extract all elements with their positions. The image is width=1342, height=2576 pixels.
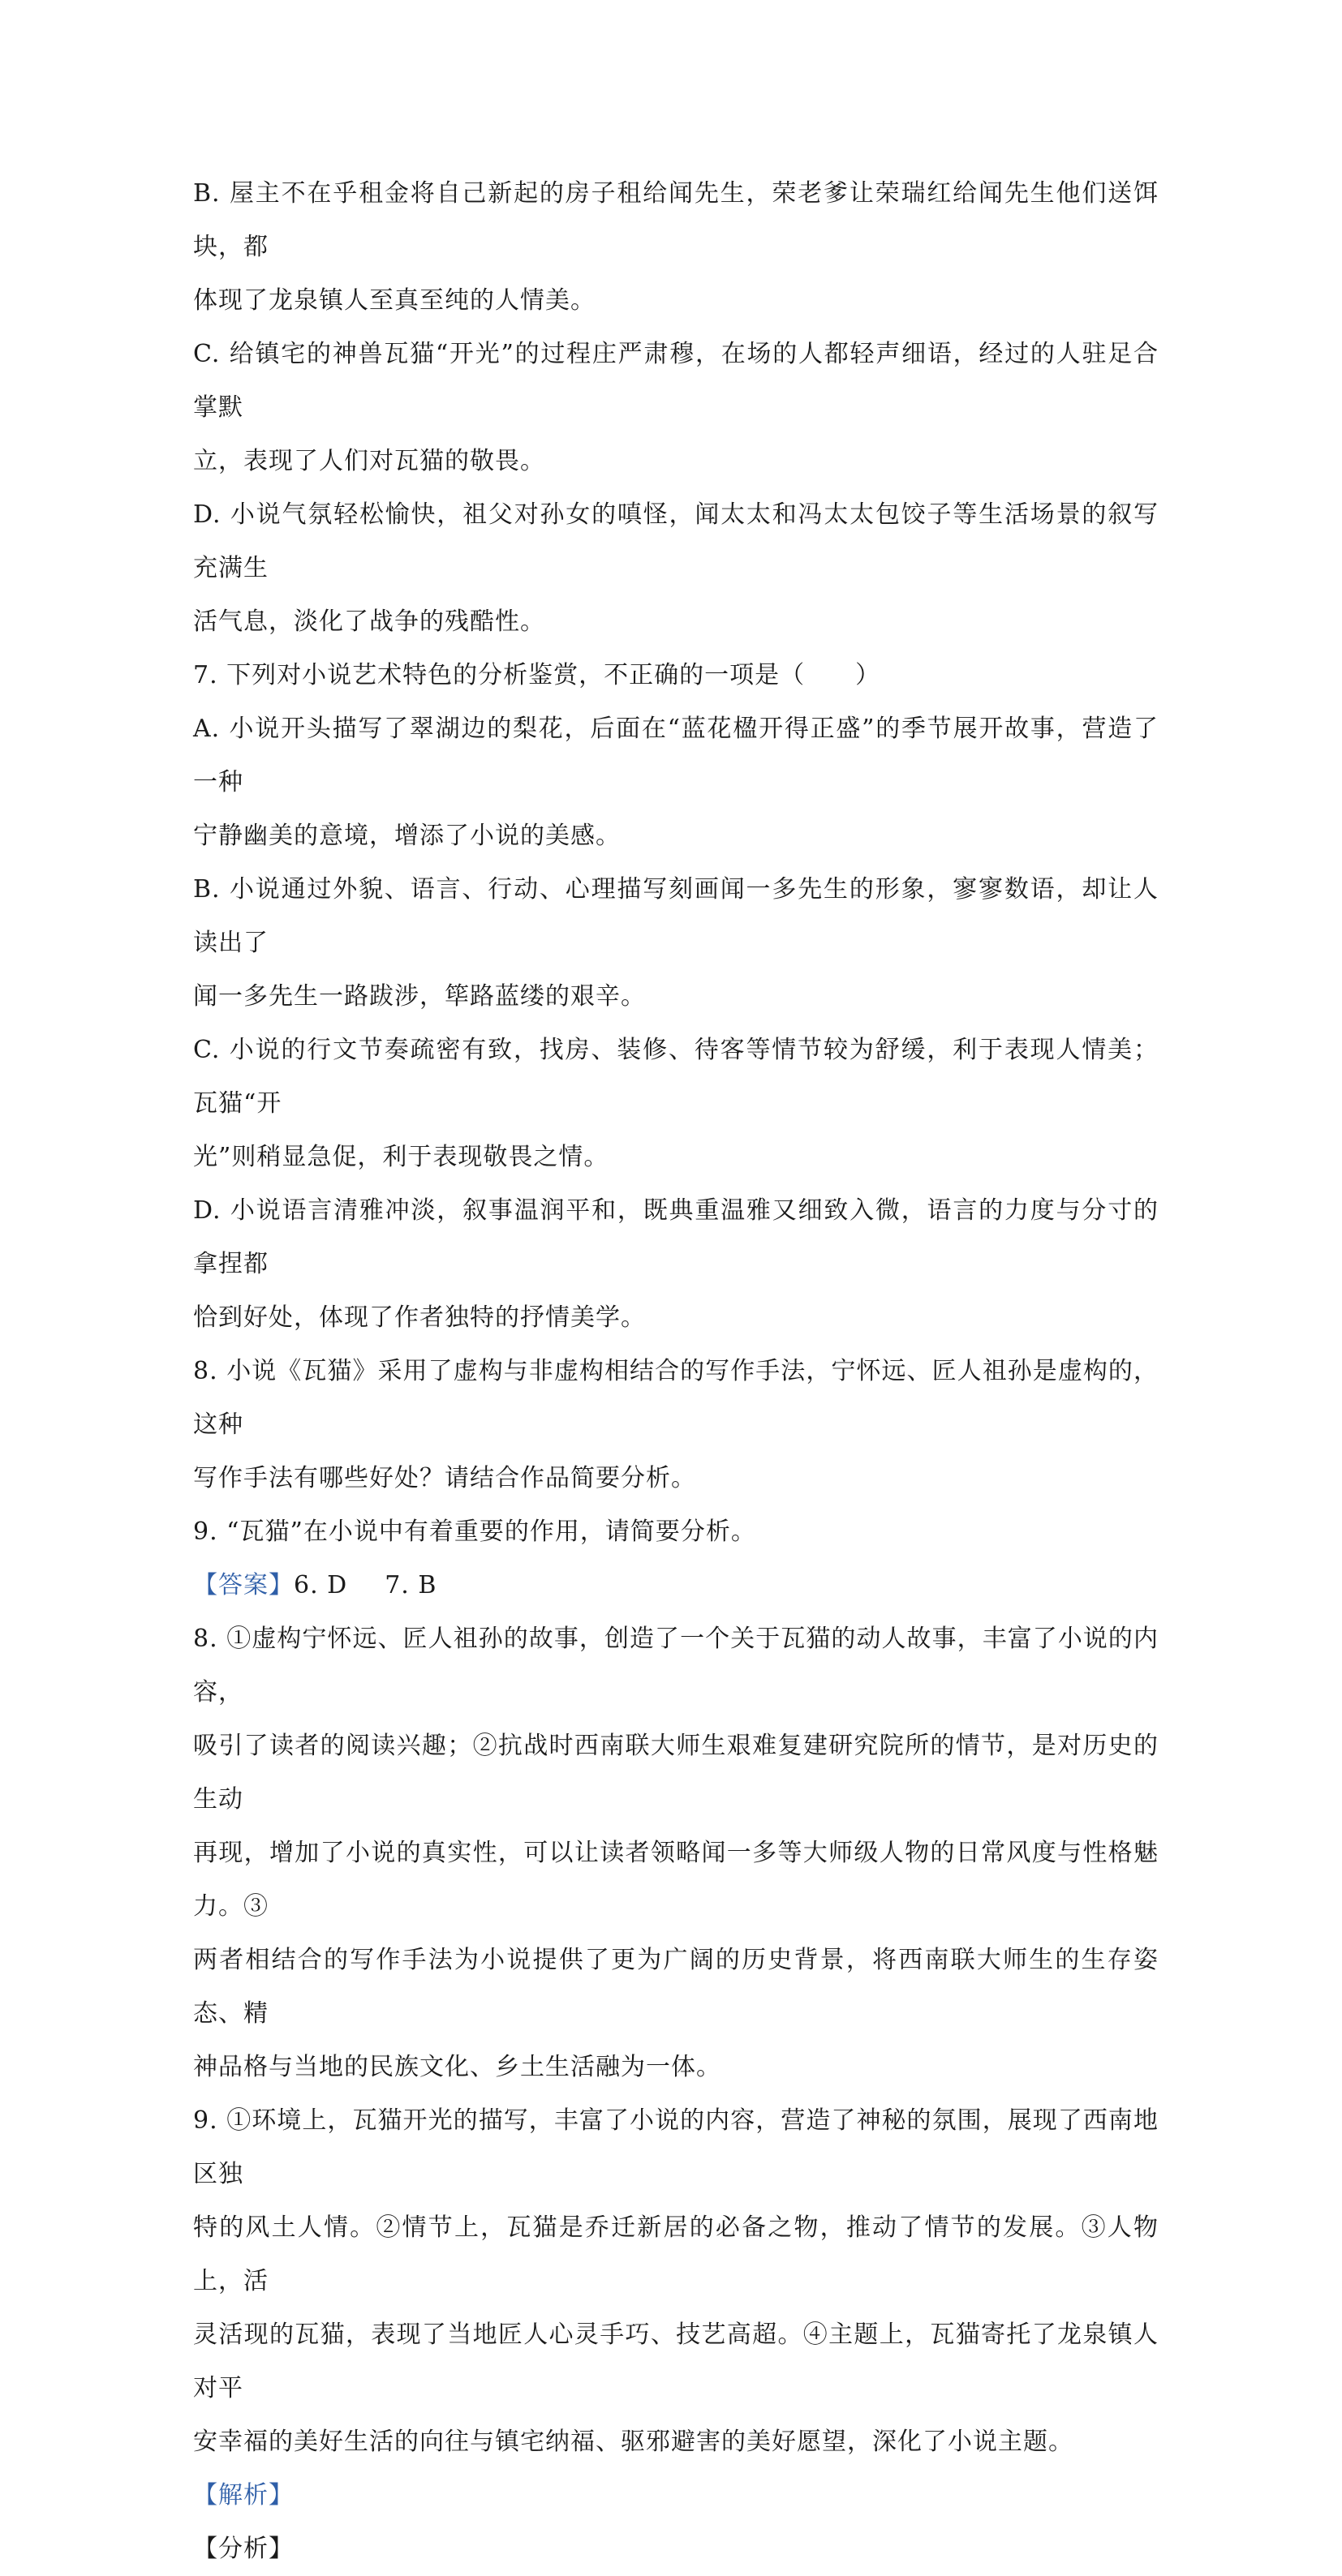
q7-option-a-line1: A. 小说开头描写了翠湖边的梨花，后面在“蓝花楹开得正盛”的季节展开故事，营造了一种 bbox=[193, 715, 1159, 796]
q7-option-a-line2: 宁静幽美的意境，增添了小说的美感。 bbox=[193, 822, 621, 850]
fenxi-tag: 【分析】 bbox=[193, 2535, 294, 2563]
answer9-line1: 9. ①环境上，瓦猫开光的描写，丰富了小说的内容，营造了神秘的氛围，展现了西南地区独 bbox=[193, 2106, 1159, 2188]
answer-6: 6. D bbox=[294, 1571, 348, 1599]
answer8-line5: 神品格与当地的民族文化、乡土生活融为一体。 bbox=[193, 2053, 721, 2081]
answer8-line4: 两者相结合的写作手法为小说提供了更为广阔的历史背景，将西南联大师生的生存姿态、精 bbox=[193, 1946, 1159, 2028]
answer9-line3: 灵活现的瓦猫，表现了当地匠人心灵手巧、技艺高超。④主题上，瓦猫寄托了龙泉镇人对平 bbox=[193, 2321, 1159, 2402]
q7-option-c-line2: 光”则稍显急促，利于表现敬畏之情。 bbox=[193, 1143, 609, 1171]
answer8-line2: 吸引了读者的阅读兴趣；②抗战时西南联大师生艰难复建研究院所的情节，是对历史的生动 bbox=[193, 1732, 1159, 1814]
q9-line1: 9. “瓦猫”在小说中有着重要的作用，请简要分析。 bbox=[193, 1518, 756, 1546]
jiexi-tag: 【解析】 bbox=[193, 2481, 294, 2509]
q7-option-b-line1: B. 小说通过外貌、语言、行动、心理描写刻画闻一多先生的形象，寥寥数语，却让人读出了 bbox=[193, 875, 1159, 957]
q6-option-c-line2: 立，表现了人们对瓦猫的敬畏。 bbox=[193, 447, 545, 475]
answer-tag: 【答案】 bbox=[193, 1571, 294, 1599]
document-page bbox=[193, 167, 1159, 2576]
q6-option-b-line2: 体现了龙泉镇人至真至纯的人情美。 bbox=[193, 286, 596, 315]
q7-option-b-line2: 闻一多先生一路跋涉，筚路蓝缕的艰辛。 bbox=[193, 982, 646, 1011]
answer8-line3: 再现，增加了小说的真实性，可以让读者领略闻一多等大师级人物的日常风度与性格魅力。③ bbox=[193, 1839, 1159, 1921]
answer8-line1: 8. ①虚构宁怀远、匠人祖孙的故事，创造了一个关于瓦猫的动人故事，丰富了小说的内容， bbox=[193, 1625, 1159, 1707]
q8-line2: 写作手法有哪些好处？请结合作品简要分析。 bbox=[193, 1464, 696, 1492]
q6-option-d-line1: D. 小说气氛轻松愉快，祖父对孙女的嗔怪，闻太太和冯太太包饺子等生活场景的叙写充满生 bbox=[193, 500, 1159, 582]
q8-line1: 8. 小说《瓦猫》采用了虚构与非虚构相结合的写作手法，宁怀远、匠人祖孙是虚构的，这种 bbox=[193, 1357, 1159, 1439]
answer9-line2: 特的风土人情。②情节上，瓦猫是乔迁新居的必备之物，推动了情节的发展。③人物上，活 bbox=[193, 2213, 1159, 2295]
q7-option-d-line1: D. 小说语言清雅冲淡，叙事温润平和，既典重温雅又细致入微，语言的力度与分寸的拿捏都 bbox=[193, 1196, 1159, 1278]
q7-option-c-line1: C. 小说的行文节奏疏密有致，找房、装修、待客等情节较为舒缓，利于表现人情美；瓦猫“开 bbox=[193, 1036, 1159, 1118]
answer-7: 7. B bbox=[385, 1571, 437, 1599]
answer9-line4: 安幸福的美好生活的向往与镇宅纳福、驱邪避害的美好愿望，深化了小说主题。 bbox=[193, 2428, 1073, 2456]
q6-option-c-line1: C. 给镇宅的神兽瓦猫“开光”的过程庄严肃穆，在场的人都轻声细语，经过的人驻足合掌默 bbox=[193, 340, 1159, 422]
q6-option-d-line2: 活气息，淡化了战争的残酷性。 bbox=[193, 608, 545, 636]
q7-option-d-line2: 恰到好处，体现了作者独特的抒情美学。 bbox=[193, 1303, 646, 1332]
q7-stem: 7. 下列对小说艺术特色的分析鉴赏，不正确的一项是（ ） bbox=[193, 661, 881, 689]
answer-line bbox=[193, 1559, 1159, 1612]
q6-option-b-line1: B. 屋主不在乎租金将自己新起的房子租给闻先生，荣老爹让荣瑞红给闻先生他们送饵块，都 bbox=[193, 179, 1159, 261]
